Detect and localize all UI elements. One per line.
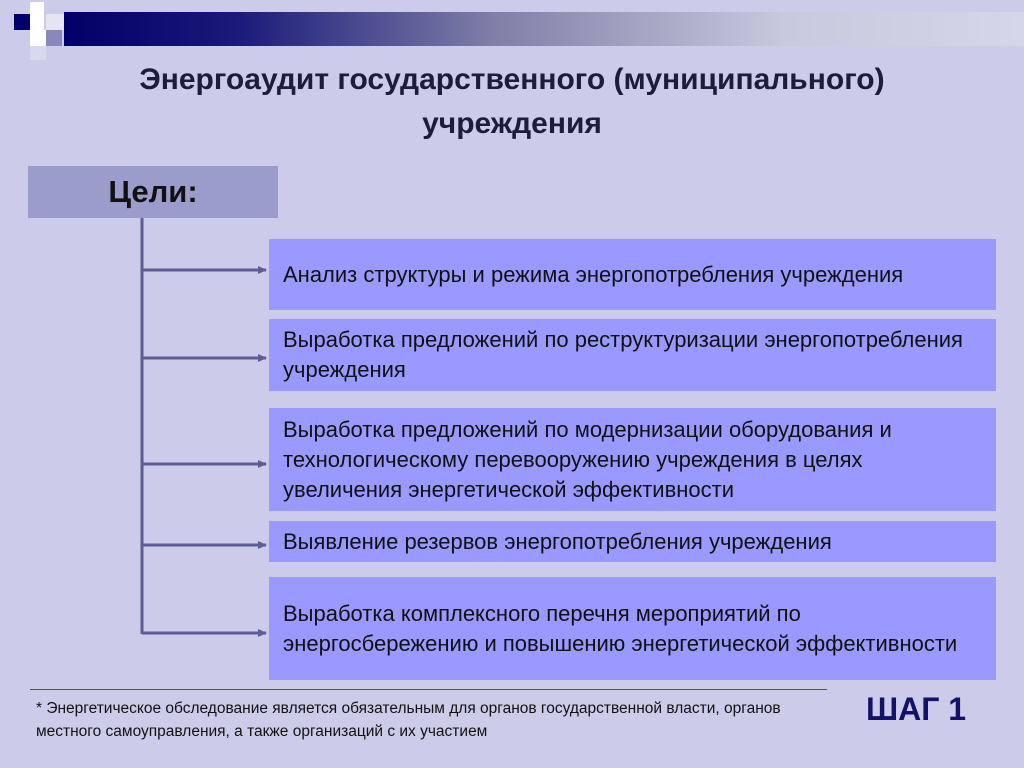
footnote-divider xyxy=(30,689,827,690)
goal-text-1: Анализ структуры и режима энергопотребления учреждения xyxy=(283,261,904,287)
goal-text-5: Выработка комплексного перечня мероприятий по энергосбережению и повышению энергетической эффективности xyxy=(283,600,958,656)
goal-box-5 xyxy=(269,577,996,680)
goal-text-4: Выявление резервов энергопотребления учреждения xyxy=(283,528,832,554)
goal-box-1 xyxy=(269,239,996,310)
goal-text-3: Выработка предложений по модернизации оборудования и технологическому перевооружению учреждения в целях увеличения энергетической эффективности xyxy=(283,416,892,502)
page-title: Энергоаудит государственного (муниципального) учреждения xyxy=(139,63,885,140)
step-label: ШАГ 1 xyxy=(866,691,967,727)
goal-box-3 xyxy=(269,408,996,511)
goal-text-2: Выработка предложений по реструктуризации энергопотребления учреждения xyxy=(283,327,963,382)
goals-header-label: Цели: xyxy=(108,174,198,209)
goal-box-2 xyxy=(269,319,996,391)
goal-box-4 xyxy=(269,521,996,562)
footnote: * Энергетическое обследование является обязательным для органов государственной власти, органов местного самоуправления, а также организаций с их участием xyxy=(36,700,781,740)
